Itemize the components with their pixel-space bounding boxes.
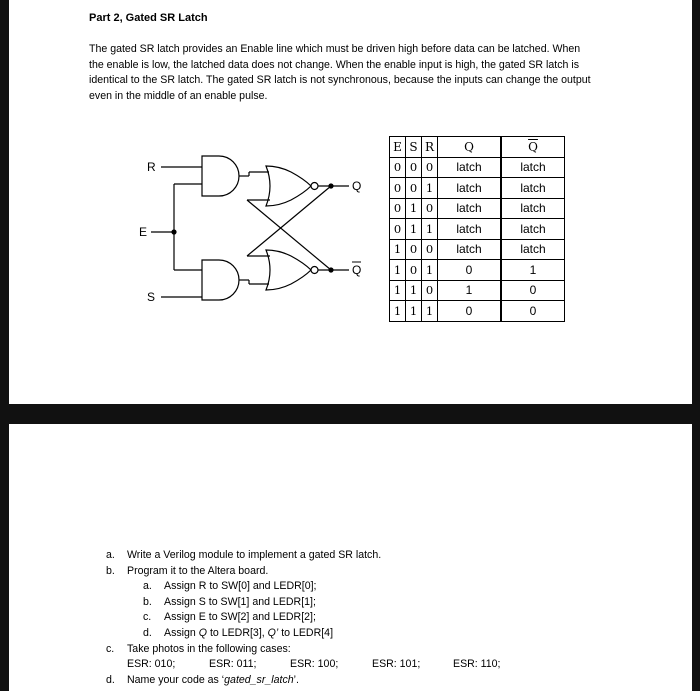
cell: 1 xyxy=(406,219,422,240)
nor-bubble-top xyxy=(311,183,318,190)
table-row xyxy=(390,219,565,240)
cell: 1 xyxy=(406,301,422,322)
cell: latch xyxy=(438,178,502,199)
and-gate-bottom xyxy=(202,260,239,300)
subtask-c xyxy=(106,610,501,626)
subtask-a xyxy=(106,579,501,595)
cell: 1 xyxy=(390,260,406,281)
cell: 0 xyxy=(501,280,565,301)
text-pre: Name your code as ‘ xyxy=(127,673,225,686)
intro-line: even in the middle of an enable pulse. xyxy=(89,89,268,102)
task-text: Take photos in the following cases: xyxy=(127,642,291,655)
text-mid: to LEDR[3], xyxy=(207,626,268,639)
subtask-b xyxy=(106,595,501,611)
nor-bubble-bottom xyxy=(311,267,318,274)
cell: 0 xyxy=(406,178,422,199)
case-item: ESR: 100; xyxy=(290,658,339,671)
nor-gate-top xyxy=(266,166,311,206)
subtask-label: d. xyxy=(143,626,152,639)
table-row xyxy=(390,260,565,281)
cell: 0 xyxy=(406,239,422,260)
cell: 0 xyxy=(422,198,438,219)
cell: latch xyxy=(438,219,502,240)
qprime-italic: Q’ xyxy=(267,626,279,639)
cell: 1 xyxy=(422,219,438,240)
truth-table xyxy=(389,136,565,322)
cell: 1 xyxy=(390,280,406,301)
table-row xyxy=(390,198,565,219)
cell: latch xyxy=(438,157,502,178)
cell: 0 xyxy=(390,198,406,219)
cell: 0 xyxy=(501,301,565,322)
task-label: c. xyxy=(106,642,115,655)
cell: 0 xyxy=(438,260,502,281)
subtask-label: c. xyxy=(143,611,152,624)
cell: 0 xyxy=(390,157,406,178)
task-list xyxy=(106,548,501,688)
task-text: Write a Verilog module to implement a gated SR latch. xyxy=(127,549,382,561)
cell: 0 xyxy=(422,280,438,301)
task-d xyxy=(106,673,501,689)
subtask-label: a. xyxy=(143,580,152,593)
subtask-text: Assign R to SW[0] and LEDR[0]; xyxy=(164,580,317,593)
case-item: ESR: 010; xyxy=(127,658,176,671)
header-qbar: $\overline{Q}$ xyxy=(501,137,565,158)
task-c xyxy=(106,642,501,658)
table-row xyxy=(390,280,565,301)
and-gate-top xyxy=(202,156,239,196)
label-s: S xyxy=(147,290,156,304)
label-r: R xyxy=(147,160,156,174)
document-page-top xyxy=(9,0,692,404)
text-post: ’. xyxy=(293,673,299,686)
cell: latch xyxy=(438,239,502,260)
label-e: E xyxy=(139,225,148,239)
intro-line: The gated SR latch provides an Enable line which must be driven high before data can be latched. When xyxy=(89,43,581,55)
cell: 1 xyxy=(501,260,565,281)
table-row xyxy=(390,157,565,178)
header-q: Q xyxy=(438,137,502,158)
truth-table-header xyxy=(390,137,565,158)
case-list xyxy=(106,657,501,673)
task-b xyxy=(106,564,501,580)
nor-gate-bottom xyxy=(266,250,311,290)
cell: 1 xyxy=(390,239,406,260)
task-label: b. xyxy=(106,564,115,577)
case-item: ESR: 101; xyxy=(372,658,421,671)
cell: latch xyxy=(501,239,565,260)
table-row xyxy=(390,178,565,199)
task-text: Program it to the Altera board. xyxy=(127,564,269,577)
text-pre: Assign xyxy=(164,626,199,639)
feedback-top-to-bottom xyxy=(247,186,331,256)
case-item: ESR: 110; xyxy=(453,658,501,671)
section-title: Part 2, Gated SR Latch xyxy=(89,12,208,24)
cell: 0 xyxy=(438,301,502,322)
task-a xyxy=(106,548,501,564)
subtask-text xyxy=(164,626,333,642)
cell: 1 xyxy=(406,198,422,219)
task-text xyxy=(127,673,299,689)
cell: latch xyxy=(501,219,565,240)
text-post: to LEDR[4] xyxy=(278,626,334,639)
feedback-bottom-to-top xyxy=(247,200,331,270)
cell: latch xyxy=(438,198,502,219)
cell: 0 xyxy=(406,260,422,281)
table-row xyxy=(390,301,565,322)
cell: 1 xyxy=(422,301,438,322)
label-q: Q xyxy=(352,179,362,193)
header-r: R xyxy=(422,137,438,158)
intro-line: identical to the SR latch. The gated SR latch is not synchronous, because the inputs can change the output xyxy=(89,74,591,86)
code-name: gated_sr_latch xyxy=(224,673,294,686)
cell: 0 xyxy=(422,157,438,178)
intro-paragraph xyxy=(89,42,619,104)
case-item: ESR: 011; xyxy=(209,658,257,671)
cell: 0 xyxy=(406,157,422,178)
cell: latch xyxy=(501,157,565,178)
q-italic: Q xyxy=(198,626,207,639)
header-e: E xyxy=(390,137,406,158)
cell: latch xyxy=(501,198,565,219)
cell: 0 xyxy=(390,178,406,199)
gated-sr-latch-diagram xyxy=(139,148,374,308)
cell: 0 xyxy=(422,239,438,260)
task-label: a. xyxy=(106,549,115,561)
cell: 1 xyxy=(438,280,502,301)
header-s: S xyxy=(406,137,422,158)
subtask-text: Assign E to SW[2] and LEDR[2]; xyxy=(164,611,316,624)
intro-line: the enable is low, the latched data does not change. When the enable input is high, the gated SR latch is xyxy=(89,58,580,71)
subtask-label: b. xyxy=(143,595,152,608)
table-row xyxy=(390,239,565,260)
subtask-text: Assign S to SW[1] and LEDR[1]; xyxy=(164,595,316,608)
cell: 1 xyxy=(390,301,406,322)
task-label: d. xyxy=(106,673,115,686)
label-qbar: Q xyxy=(352,263,362,277)
cell: 1 xyxy=(422,260,438,281)
cell: 1 xyxy=(422,178,438,199)
document-page-bottom xyxy=(9,424,692,691)
cell: latch xyxy=(501,178,565,199)
cell: 1 xyxy=(406,280,422,301)
subtask-d xyxy=(106,626,501,642)
cell: 0 xyxy=(390,219,406,240)
